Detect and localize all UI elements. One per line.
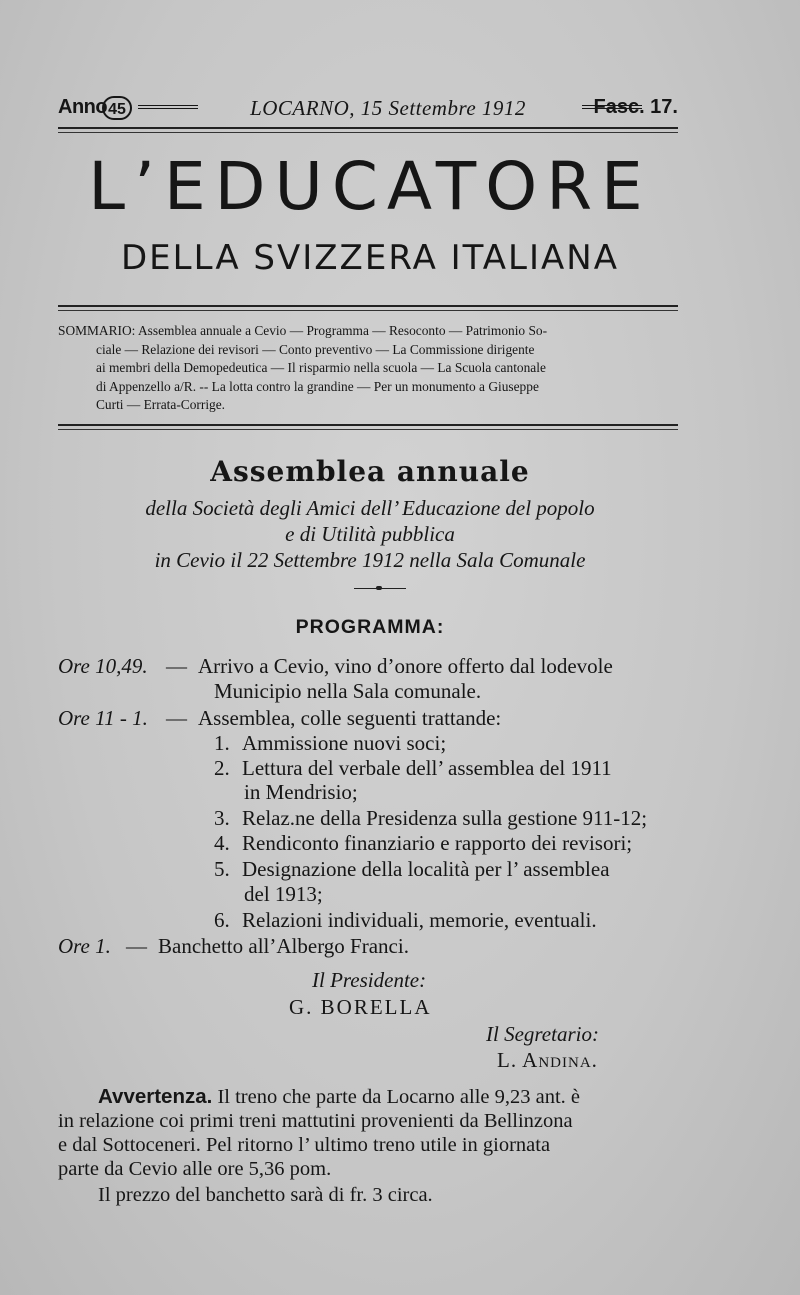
summary-line: ciale — Relazione dei revisori — Conto preventivo — La Commissione dirigente [96,341,535,357]
item-number: 1. [214,731,230,755]
item-line: in Mendrisio; [244,780,358,804]
item-number: 4. [214,831,230,855]
item-line: Relaz.ne della Presidenza sulla gestione 911-12; [242,806,648,830]
header-rule-thin [58,132,678,133]
entry-time: Ore 11 - 1. [58,706,148,730]
summary-line: di Appenzello a/R. -- La lotta contro la grandine — Per un monumento a Giuseppe [96,378,539,394]
summary-rule-top [58,305,678,307]
summary-line: SOMMARIO: Assemblea annuale a Cevio — Programma — Resoconto — Patrimonio So- [58,323,548,338]
notice-label: Avvertenza. [98,1085,213,1108]
president-label [312,968,426,993]
programma-entry [58,706,148,730]
summary-rule-bottom-thin [58,429,678,430]
ornament-divider [354,588,406,593]
summary-line: Curti — Errata-Corrige. [96,397,226,413]
fascicle-number: Fasc. 17. [593,96,678,118]
header-rule-left [138,105,198,109]
notice-line: in relazione coi primi treni mattutini provenienti da Bellinzona [58,1110,573,1132]
issue-header [58,96,678,126]
entry-time: Ore 10,49. [58,654,148,678]
programma-heading: PROGRAMMA: [295,616,445,638]
notice-line: e dal Sottoceneri. Pel ritorno l’ ultimo treno utile in giornata [58,1134,551,1156]
entry-time: Ore 1. [58,934,111,958]
entry-sep: — [126,934,147,958]
president-label-text: Il Presidente: [312,968,427,992]
notice-line: Il treno che parte da Locarno alle 9,23 ant. è [217,1086,581,1108]
assembly-title: Assemblea annuale [210,455,530,488]
secretary-name: L. Andina. [497,1048,598,1072]
secretary-label-text: Il Segretario: [486,1022,599,1046]
place-date: LOCARNO, 15 Settembre 1912 [250,96,526,120]
assembly-subtitle-line: della Società degli Amici dell’ Educazione del popolo [145,496,595,520]
programma-entry [58,654,148,678]
item-number: 6. [214,908,230,932]
entry-sep: — [166,654,187,678]
secretary-label [486,1022,599,1047]
anno-label: Anno [58,96,108,118]
president-name: G. BORELLA [289,995,432,1019]
entry-sep: — [166,706,187,730]
item-line: Designazione della località per l’ assemblea [242,857,610,881]
assembly-subtitle-line: e di Utilità pubblica [285,522,455,546]
item-line: Rendiconto finanziario e rapporto dei revisori; [242,831,633,855]
item-number: 3. [214,806,230,830]
notice-line: parte da Cevio alle ore 5,36 pom. [58,1158,332,1180]
entry-line: Municipio nella Sala comunale. [214,679,482,703]
entry-line: Assemblea, colle seguenti trattande: [198,706,502,730]
item-number: 5. [214,857,230,881]
summary-rule-top-thin [58,310,678,311]
masthead-title: L’EDUCATORE [88,148,652,225]
header-rule [58,127,678,129]
notice-paragraph [58,1085,680,1207]
summary-line: ai membri della Demopedeutica — Il risparmio nella scuola — La Scuola cantonale [96,360,546,376]
masthead-subtitle: DELLA SVIZZERA ITALIANA [121,238,619,278]
notice-price-line: Il prezzo del banchetto sarà di fr. 3 circa. [98,1184,433,1206]
entry-line: Arrivo a Cevio, vino d’onore offerto dal lodevole [198,654,613,678]
summary [58,322,678,415]
item-number: 2. [214,756,230,780]
summary-rule-bottom [58,424,678,426]
programma-entry [58,934,111,958]
anno-number: 45 [102,96,132,120]
entry-line: Banchetto all’Albergo Franci. [158,934,409,958]
item-line: Ammissione nuovi soci; [242,731,447,755]
assembly-subtitle-line: in Cevio il 22 Settembre 1912 nella Sala Comunale [154,548,586,572]
item-line: del 1913; [244,882,323,906]
item-line: Relazioni individuali, memorie, eventuali. [242,908,597,932]
notice-first-line [58,1085,680,1109]
item-line: Lettura del verbale dell’ assemblea del 1911 [242,756,612,780]
